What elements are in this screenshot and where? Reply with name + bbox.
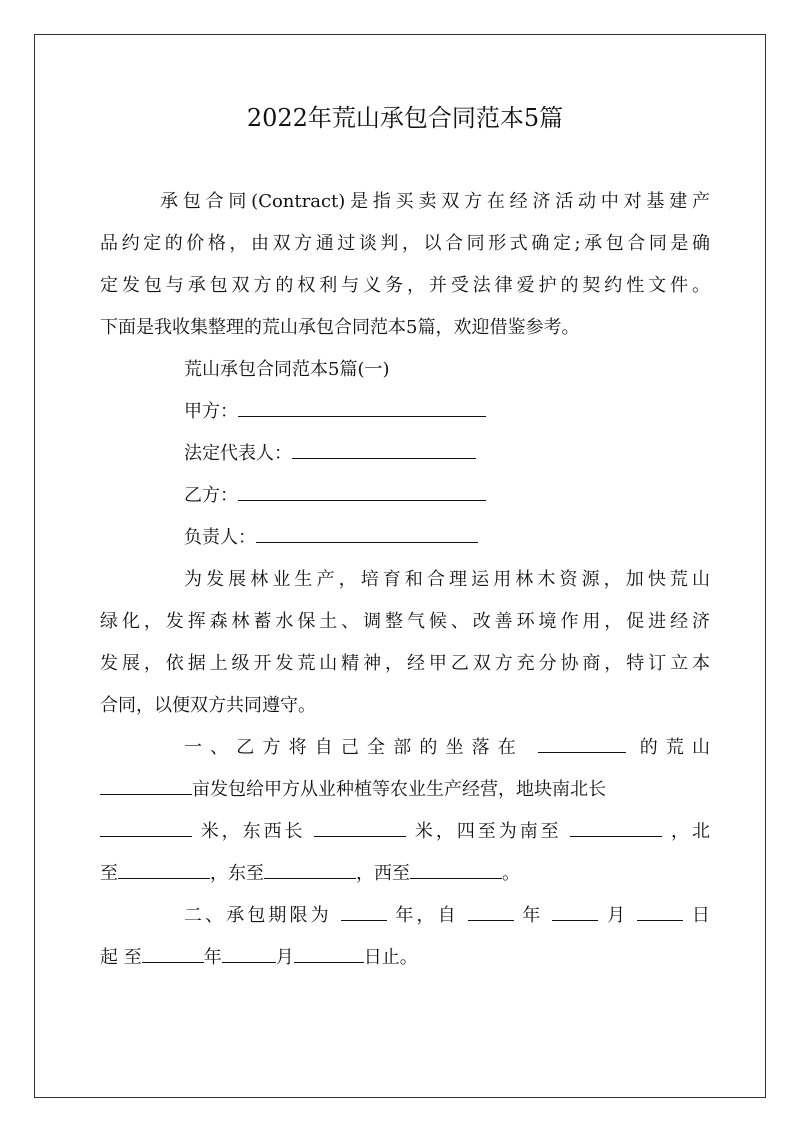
clause1-text-h: ，东至 bbox=[210, 863, 264, 884]
clause2-text-d: 月 bbox=[607, 905, 629, 926]
clause1-text-g: 至 bbox=[100, 863, 118, 884]
purpose-line-1: 为发展林业生产，培育和合理运用林木资源，加快荒山 bbox=[184, 569, 710, 590]
clause2-text-a: 二、承包期限为 bbox=[184, 905, 332, 926]
clause1-line-1 bbox=[184, 734, 710, 762]
clause1-text-b: 的荒山 bbox=[639, 737, 710, 758]
clause1-text-j: 。 bbox=[502, 863, 520, 884]
purpose-line-3: 发展，依据上级开发荒山精神，经甲乙双方充分协商，特订立本 bbox=[100, 653, 710, 674]
clause2-text-h: 月 bbox=[275, 947, 294, 968]
end-year-blank bbox=[142, 944, 204, 963]
clause1-line-3 bbox=[100, 818, 710, 846]
clause1-text-a: 一、乙方将自己全部的坐落在 bbox=[184, 737, 524, 758]
clause1-line-4 bbox=[100, 860, 520, 888]
legal-rep-field bbox=[184, 440, 476, 468]
clause2-text-e: 日 bbox=[691, 905, 710, 926]
section-heading: 荒山承包合同范本5篇(一) bbox=[184, 359, 390, 380]
party-a-field bbox=[184, 398, 486, 426]
clause2-text-c: 年 bbox=[522, 905, 544, 926]
east-blank bbox=[264, 860, 356, 879]
end-month-blank bbox=[222, 944, 276, 963]
clause1-text-c: 亩发包给甲方从业种植等农业生产经营，地块南北长 bbox=[192, 779, 606, 800]
intro-line-3: 定发包与承包双方的权利与义务，并受法律爱护的契约性文件。 bbox=[100, 275, 710, 296]
west-blank bbox=[410, 860, 502, 879]
clause1-text-d: 米，东西长 bbox=[200, 821, 306, 842]
intro-line-2: 品约定的价格，由双方通过谈判，以合同形式确定;承包合同是确 bbox=[100, 233, 710, 254]
legal-rep-label: 法定代表人： bbox=[184, 443, 292, 464]
clause2-line-2 bbox=[100, 944, 418, 972]
intro-line-1: 承包合同(Contract)是指买卖双方在经济活动中对基建产 bbox=[160, 191, 710, 212]
ew-length-blank bbox=[314, 818, 406, 837]
term-years-blank bbox=[341, 902, 387, 921]
location-blank bbox=[538, 734, 626, 753]
start-year-blank bbox=[468, 902, 514, 921]
clause1-line-2 bbox=[100, 776, 606, 804]
end-day-blank bbox=[294, 944, 364, 963]
ns-length-blank bbox=[100, 818, 192, 837]
clause2-text-g: 年 bbox=[203, 947, 222, 968]
clause1-text-e: 米，四至为南至 bbox=[414, 821, 562, 842]
clause2-text-b: 年，自 bbox=[395, 905, 459, 926]
area-blank bbox=[100, 776, 192, 795]
person-in-charge-blank bbox=[256, 524, 478, 543]
clause2-text-i: 日止。 bbox=[363, 947, 418, 968]
start-month-blank bbox=[552, 902, 598, 921]
person-in-charge-field bbox=[184, 524, 478, 552]
clause2-text-f: 起 至 bbox=[100, 947, 142, 968]
party-a-label: 甲方： bbox=[184, 401, 238, 422]
start-day-blank bbox=[637, 902, 683, 921]
north-blank bbox=[118, 860, 210, 879]
document-title: 2022年荒山承包合同范本5篇 bbox=[246, 104, 564, 132]
party-b-label: 乙方： bbox=[184, 485, 238, 506]
party-a-blank bbox=[238, 398, 486, 417]
clause2-line-1 bbox=[184, 902, 710, 930]
intro-line-4: 下面是我收集整理的荒山承包合同范本5篇，欢迎借鉴参考。 bbox=[100, 317, 580, 338]
south-blank bbox=[570, 818, 662, 837]
purpose-line-2: 绿化，发挥森林蓄水保土、调整气候、改善环境作用，促进经济 bbox=[100, 611, 710, 632]
purpose-line-4: 合同，以便双方共同遵守。 bbox=[100, 695, 316, 716]
clause1-text-i: ，西至 bbox=[356, 863, 410, 884]
legal-rep-blank bbox=[292, 440, 476, 459]
person-in-charge-label: 负责人： bbox=[184, 527, 256, 548]
party-b-field bbox=[184, 482, 486, 510]
party-b-blank bbox=[238, 482, 486, 501]
clause1-text-f: ，北 bbox=[671, 821, 710, 842]
